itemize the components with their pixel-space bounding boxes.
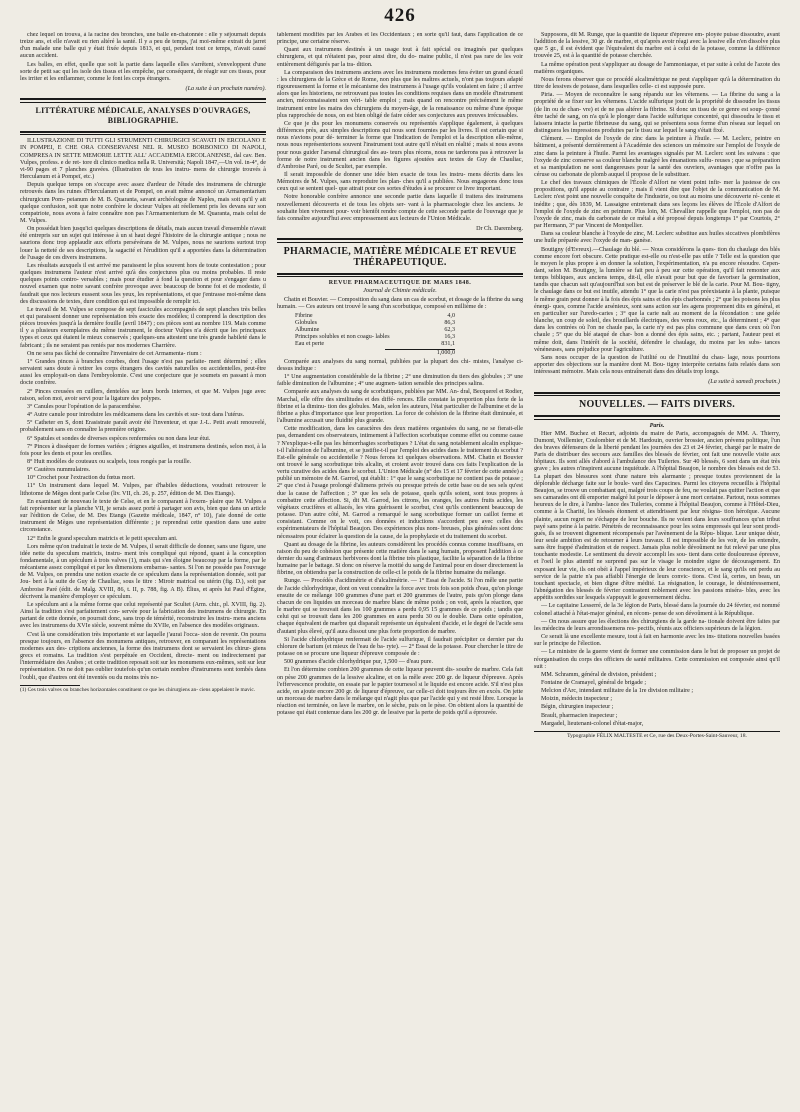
section-rule bbox=[534, 392, 780, 397]
composition-label: Fibrine bbox=[295, 312, 313, 319]
paragraph: chez lequel on trouva, à la racine des bronches, une balle en-chatonnée : elle y séjournait depuis treize ans, et elle n'avait eu rien altéré la santé. Il y a peu de temps, j'ai moi-même extrait du jarret d'un malade une balle qui y était fixée depuis 1813, et qui, pendant tout ce temps, n'avait causé aucun accident. bbox=[20, 32, 266, 60]
footnote-rule bbox=[20, 685, 80, 686]
paragraph: Sans nous occuper de la question de l'utilité ou de l'inutilité du chau- lage, nous pourrions apporter des objections sur la manière dont M. Bou- tigny interprète certains faits relatés dans son intéressant mémoire. Mais cela nous entraînerait dans des détails trop longs. bbox=[534, 354, 780, 376]
paragraph: La comparaison des instrumens anciens avec les instrumens modernes fera éviter un grand écueil : les chirurgiens de la Grèce et de Rome, non plus que les maîtres actuels, n'ont pas toujours adapté rigoureusement la forme et le mécanisme des instrumens à l'usage qu'ils voulaient en faire ; il arrive alors que les historiens, ne retrouvant pas toutes les conditions requises dans un modèle d'instrument ancien, méconnaissaient son véri- table emploi ; mais quand on rencontre précisément le même instrument entre les mains des chirurgiens du moyen-âge, de la renaissance ou même d'une époque plus rapprochée de nous, on est bien obligé de faire céder ses conjectures aux preuves irrécusables. bbox=[277, 69, 523, 119]
commission-member: MM. Schramm, général de division, président ; bbox=[541, 671, 657, 678]
place-heading: Paris. bbox=[649, 422, 665, 429]
commission-member: Melcion d'Arc, intendant militaire de la 1re division militaire ; bbox=[541, 688, 694, 695]
column-1 bbox=[20, 32, 266, 1094]
section-rule bbox=[277, 273, 523, 278]
composition-label: Globules bbox=[295, 320, 318, 326]
page-number: 426 bbox=[384, 5, 416, 26]
paragraph: Boutigny (d'Evreux).—Chaulage du blé. — Nous considérons la ques- tion du chaulage des blés comme encore fort obscure. Cette pratique est-elle ou n'est-elle pas utile ? Telle est la question que le moyen le plus propre à en donner la solution, l'expérimentation, n'a pu encore résoudre. Cepen- dant, selon M. Boutigny, la lumière se fait peu à peu sur cette opération, qu'il fait remonter aux temps bibliques, aux anciens temps, dit-il, elle n'avait pour but que de favoriser la germination, tandis que chacun sait qu'aujourd'hui son but est de préserver le blé de la carie. Pour M. Bou- tigny, le chaulage dans ce but est inutile, attendu 1° que la carie n'est pas préexistante à la plante, puisque le même grain peut donner à la fois des épis sains et des épis charbonnés ; 2° que les poisons les plus énergi- ques, comme l'acide arsénieux, sont sans action sur les agens proprement dits en général, et en particulier sur l'uredo-caries ; 3° que la carie naît au moment de la fécondation : une gelée blanche, un coup de soleil, des brouillards électriques, des vents roux, etc., la déterminent ; 4° que dans les contrées où l'on ne chaule pas, la carie n'y est pas plus commune que dans ceux où l'on chaule ; 5° que du blé ataqué de char- bon a donné des épis sains, etc. ; partant, l'auteur peut et même doit, dans l'intérêt de la société, défendre le chaulage, du moins par les subs- tances vénéneuses, sans préjudice pour l'agriculture. bbox=[534, 246, 780, 353]
list-item: 6° Spatules et sondes de diverses espèces renfermées ou non dans leur étui. bbox=[27, 435, 211, 442]
continued-note: (La suite à samedi prochain.) bbox=[708, 379, 780, 386]
paragraph: Comparée aux analyses du sang de scorbutiques, publiées par MM. An- dral, Becquerel et Rodier, Marchal, elle offre des similitudes et des diffé- rences. Elle constate la proportion plus forte de la fibrine et la diminu- tion des globules. Mais, selon les auteurs, l'état particulier de l'albumine et de la fibrine a plus d'importance que leur proportion. La force de cohésion de la fibrine était diminuée, et l'albumine accusait une fluidité plus grande. bbox=[277, 389, 523, 425]
paragraph: La même opération peut s'appliquer au dosage de l'ammoniaque, et par suite à celui de l'azote des matières organiques. bbox=[534, 61, 780, 75]
paragraph: Dans sa couleur blanche à l'oxyde de zinc, M. Leclerc substitue aux huiles siccatives plombifères une huile préparée avec l'oxyde de man- ganèse. bbox=[534, 231, 780, 245]
column-3 bbox=[534, 32, 780, 1094]
paragraph: Les balles, en effet, quelle que soit la partie dans laquelle elles s'arrêtent, s'enveloppent d'une sorte de petit sac qui les isole des tissus et les empêche, par conséquent, de réagir sur ces tissus, pour les irriter et les enflammer, comme le font les corps étrangers. bbox=[20, 61, 266, 82]
commission-member: Brault, pharmacien inspecteur ; bbox=[541, 712, 618, 719]
paragraph: Nous ferons observer que ce procédé alcalimétrique ne peut s'appliquer qu'à la détermination du titre de lessives de potasse, dans lesquelles celle- ci est supposée pure. bbox=[534, 76, 780, 91]
column-2 bbox=[277, 32, 523, 1094]
commission-member: Moizin, médecin inspecteur ; bbox=[541, 696, 613, 703]
paragraph: Ce que je dis pour les monumens conservés ou représentés s'applique également, à quelques différences près, aux simples descriptions qui nous sont fournies par les livres. Il est certain que si nous n'avions pour dé- terminer la forme que l'indication de l'emploi et la description elle-même, nous nous représenterions souvent l'instrument tout autre qu'il n'était en réalité ; mais si nous avons pour nous guider l'arsenal chirurgical des au- teurs plus récens, nous ne tarderons pas à retrouver la forme de notre instrument ancien dans les figures ajoutées aux textes de Guy de Chauliac, d'Ambroise Paré, ou de Scultet, par exemple. bbox=[277, 120, 523, 170]
paragraph: Et l'on détermine combien 200 grammes de cette liqueur peuvent dis- soudre de marbre. Cela fait on pèse 200 grammes de la lessive alcaline, et on la mêle avec 200 gr. de liqueur d'épreuve. Après l'effervescence produite, on essaie par le papier tournesol si le liquide est encore acide. S'il n'est plus acide, on ajoute encore 200 gr. de liqueur d'épreuve, car celle-ci doit toujours être en excès. On jette un morceau de marbre dans le mélange qui n'agit plus que par l'acide qui y est resté libre. Lorsque la réaction est terminée, on lave le marbre, on le sèche, puis on le pèse. On obtient alors la quantité de potasse qui était contenue dans les 200 gr. de lessive par la perte de poids qu'il a éprouvée. bbox=[277, 667, 523, 717]
paragraph: C'est là une considération très importante et sur laquelle j'aurai l'occa- sion de revenir. On pourra presque toujours, en l'absence des monumens antiques, retrouver, en comparant les représentations modernes aux des- criptions anciennes, la forme des instrumens dont se servaient les chirur- giens grecs et romains. La tradition s'est perpétuée en Occident, directe- ment ou indirectement par l'intermédiaire des Arabes ; et cette tradition reposait soit sur les monumens eux-mêmes, soit sur leur représentation. On ne doit pas oublier toutefois qu'un certain nombre d'instrumens sont tombés dans l'oubli, que d'autres ont été inventés ou du moins très no- bbox=[20, 631, 266, 681]
composition-label: Principes solubles et non coagu- lables bbox=[295, 334, 390, 341]
paragraph: — Le capitaine Lesserré, de la 3e légion de Paris, blessé dans la journée du 24 février, est nommé colonel attaché à l'état-major général, en récom- pense de son dévoûment à la République. bbox=[534, 603, 780, 617]
footnote: (1) Ces trois valves ou branches horizontales constituent ce que les chirurgiens an- ciens appelaient le mavic. bbox=[20, 686, 256, 693]
continued-note: (La suite à un prochain numéro). bbox=[185, 86, 266, 93]
list-item: 11° Un instrument dans lequel M. Vulpes, par d'habiles déductions, voudrait retrouver le lithotome de Mèges dont parle Celse (liv. VII, ch. 26, p. 257, édition de M. Des Etangs). bbox=[20, 483, 266, 497]
paragraph: Les résultats auxquels il est arrivé me paraissent le plus souvent hors de toute contestation ; pour quelques instrumens l'auteur n'est arrivé qu'à des conjectures plus ou moins probables. Il reste quelques points contro- versables ; mais pour étudier à fond la question et pour s'engager dans u nouvel examen que notre savant confrère provoque avec beaucoup de bonne foi et de modestie, il faudrait que nos lecteurs eussent sous les yeux, les représentations, et que j'entrasse moi-même dans des discussions de textes, dure condition qui est impossible de remplir ici. bbox=[20, 262, 266, 305]
paragraph: Piria. — Moyen de reconnaître le sang répandu sur les vêtemens. — La fibrine du sang a la propriété de se fixer sur les vêtemens. L'acide sulfurique jouit de la propriété de dissoudre les tissus (de lin ou de chan- vre) et de ne pas altérer la fibrine. Si donc un tissu de ce genre est soup- çonné être taché de sang, on n'a qu'à le plonger dans l'acide sulfurique concentré, qui dissoudra le tissu et laissera intacte la partie fibrineuse du sang, qui se présentera sous forme d'un réseau sur lequel on distinguera les impressions produites par le tissu sur lequel le sang s'était fixé. bbox=[534, 92, 780, 135]
paragraph: Cette modification, dans les caractères des deux matières organisées du sang, ne se fierait-elle pas, demandent ces observateurs, intimement à l'affection scorbutique comme effet ou comme cause ? N'explique-t-elle pas les hémorrhagies scorbutiques ? L'état du sang notablement alcalin explique-t-il l'altération de l'albumine, et se justifie-t-il par l'emploi des acides dans le traitement du scorbut ? Est-elle générale ou accidentelle ? Nous ferons ici quelques observations. MM. Chatin et Bouvier ont trouvé le sang scorbutique très alcalin, et croient avoir trouvé dans ces faits l'explication de la vertu curative des acides dans le scorbut. L'Union Médicale (n° des 15 et 17 février de cette année) a publié un mémoire de M. Garrod, qui établit : 1° que le sang scorbutique ne contient pas de potasse ; 2° que c'est à l'usage prolongé d'alimens privés ou presque privés de cette base ou de ses sels qu'est due la cause de l'affection ; 3° que les sels de potasse, quels qu'ils soient, sont tous propres à combattre cette affection. Si, dit M. Garrod, les citrons, les oranges, les autres fruits acides, les végétaux crucifères et alliacés, les vins guérissent le scorbut, c'est qu'ils contiennent beaucoup de potasse. D'un autre côté, M. Garrod a remarqué le sang scorbutique former un caillot ferme et consistant. Comme on le voit, ces données et inductions s'accordent peu avec celles des expérimentateurs de l'hôpital Beaujon. Des expériences plus nom- breuses, plus générales sont donc nécessaires pour éclairer la question de la cause, de la prophylaxie et du traitement du scorbut. bbox=[277, 426, 523, 540]
list-item: 4° Autre canule pour introduire les médicamens dans les cavités et sur- tout dans l'utérus. bbox=[27, 412, 245, 419]
list-item: 10° Crochet pour l'extraction du fœtus mort. bbox=[27, 475, 135, 482]
composition-value: 16,3 bbox=[444, 334, 455, 341]
list-item: 5° Catheter en S, dont Erasistrate paraît avoir été l'inventeur, et que J.-L. Petit avait renouvelé, probablement sans en connaître la première origine. bbox=[20, 420, 266, 434]
paragraph: — Le ministre de la guerre vient de former une commission dans le but de proposer un projet de réorganisation du corps des officiers de santé militaires. Cette commission est composée ainsi qu'il suit : bbox=[534, 649, 780, 670]
printer-imprint: Typographie FÉLIX MALTESTE et Ce, rue des Deux-Portes-Saint-Sauveur, 18. bbox=[534, 731, 780, 740]
paragraph: Le spéculum ani a la même forme que celui représenté par Scultet (Arm. chir., pl. XVIII, fig. 2). Ainsi la tradition s'est parfaitement con- servée pour la fabrication des instrumens de chirurgie. En partant de cette donnée, on pourrait donc, sans trop de témérité, reconstruire les instru- mens anciens avec les instrumens du XVIe siècle, souvent même du XVIIe, en l'absence des modèles originaux. bbox=[20, 601, 266, 630]
paragraph: Ce serait là une excellente mesure, tout à fait en harmonie avec les ins- titutions nouvelles basées sur le principe de l'élection. bbox=[534, 634, 780, 648]
paragraph: Quant aux instrumens destinés à un usage tout à fait spécial ou imaginés par quelques chirurgiens, et qui n'étaient pas, pour ainsi dire, du do- maine public, il n'est pas rare de les voir entièrement défigurés par la tra- dition. bbox=[277, 47, 523, 68]
paragraph: tablement modifiés par les Arabes et les Occidentaux ; en sorte qu'il faut, dans l'application de ce principe, une certaine réserve. bbox=[277, 32, 523, 46]
paragraph: On ne sera pas fâché de connaître l'inventaire de cet Armamenta- rium : bbox=[27, 350, 202, 357]
list-item: 8° Huit modèles de couteaux ou scalpels, tous rongés par la rouille. bbox=[27, 458, 192, 465]
composition-total bbox=[385, 349, 455, 357]
list-item: 1° Grandes pinces à branches courbes, dont l'usage n'est pas parfaite- ment déterminé ; elles servaient sans doute à retirer les corps étrangers des cavités naturelles ou accidentelles, peut-être aussi les employait-on dans l'embryolomie. C'est une conjecture que je soumets en passant à mon docte confrère. bbox=[20, 358, 266, 387]
paragraph: Notre honorable confrère annonce une seconde partie dans laquelle il traitera des instrumens nouvellement découverts et de tous les objets ser- vant à la pharmacologie chez les anciens. Je souhaite bien vivement pour- voir bientôt rendre compte de cette seconde partie de l'ouvrage que je fais connaître aujourd'hui avec empressement aux lecteurs de l'Union Médicale. bbox=[277, 194, 523, 222]
paragraph: Hier MM. Buchez et Recurt, adjoints du maire de Paris, accompagnés de MM. A. Thierry, Dumont, Voillemier, Coulombier et de M. Hardouin, ouvrier brossier, ancien prévenu politique, l'un des braves défenseurs de la liberté pendant les journées des 23 et 24 février, chargé par le maire de Paris de distribuer des secours aux familles des blessés de février, ont fait une nouvelle visite aux hôpitaux. Ils sont allés d'abord à l'ambulance des Tuileries. Sur 40 blessés, 6 sont dans un état très grave ; les autres n'inspirent aucune inquiétude. A l'hôpital Beaujon, le nombre des blessés est de 53. La plupart des blessures sont d'une nature très alarmante ; presque toutes proviennent de la déplorable décharge faite sur le boule- vard des Capucines. Parmi les citoyens recueillis à l'hôpital Beaujon, se trouve un combattant qui, malgré trois coups de feu, ne voulait pas quitter l'action et que ses camarades ont dû emporter malgré lui pour le déposer à une mort certaine. Partout, nous sommes heureux de le dire, à l'ambu- lance des Tuileries, comme à l'hôpital Beaujon, comme à l'Hôtel-Dieu, comme à la Charité, les blessés étonnent et attendrissent par leur résigna- tion héroïque. Aucune plainte, aucun regret ne s'échappe de leur bouche. Ils ne voient dans leurs souffrances qu'un tribut payé sans peine à la patrie. Pénétrés de reconnaissance pour les soins empressés qui leur sont prodi- gués, ils se trouvent dignement récompensés par l'avènement de la Répu- blique. Leur unique désir, leur seule ambition est de retourner à leurs travaux. Il est impossible de les voir, de les entendre, sans être frappé d'admiration et de respect. Jamais plus noble dévoûment ne fut relevé par une plus touchante modestie. Le sentiment du devoir accompli les sou- tient dans cette douloureuse épreuve, et l'oeil le plus attentif ne surprend pas sur le visage le moindre signe de découragement. En exposant leur vie, ils ont obéi à l'appel impérieux de leur conscience, et le sang qu'ils ont perdu au service de la patrie n'a pas affaibli l'énergie de leurs convic- tions. C'est là, certes, un beau, un touchant spectacle, et bien digne d'être médité. La résignation, le courage, le désintéressement, l'abnégation des blessés de février contrastent noblement avec les passions miséra- bles, avec les appétits sordides sur lesquels s'appuyait le gouvernement déchu. bbox=[534, 430, 780, 602]
reagent-formula: 500 grammes d'acide chlorhydrique pur, 1,500 — d'eau pure. bbox=[284, 659, 434, 666]
list-item: 3° Canules pour l'opération de la paracenthèse. bbox=[27, 403, 142, 410]
paragraph: Il serait impossible de donner une idée bien exacte de tous les instru- mens décrits dans les Mémoires de M. Vulpes, sans reproduire les plan- ches qu'il a publiées. Nous engageons donc tous ceux qui se sentent quel- que attrait pour ces sortes d'études à se procurer ce livre important. bbox=[277, 171, 523, 193]
section-rule bbox=[534, 415, 780, 420]
list-item: 2° Pinces creusées en cuillers, dentelées sur leurs bords internes, et que M. Vulpes juge avec raison, selon moi, avoir servi pour la ligature des polypes. bbox=[20, 388, 266, 402]
paragraph: Si l'acide chlorhydrique renfermait de l'acide sulfurique, il faudrait précipiter ce dernier par du chlorure de barium (et mieux de l'eau de ba- ryte). — 2° Essai de la potasse. Pour chercher le titre de potasse on se procure une liqueur d'épreuve composée de : bbox=[277, 636, 523, 658]
paragraph: En examinant de nouveau le texte de Celse, et en le comparant à l'exem- plaire que M. Vulpes a fait représenter sur la planche VII, je serais assez porté à partager son avis, bien que dans un article sur l'édition de Celse, de M. Des Etangs (Gazette médicale, 1847, n° 10), j'aie donné de cette instrument de Mèges une représentation différente ; je reprendrai cette question dans une autre circonstance. bbox=[20, 498, 266, 534]
book-header: ILLUSTRAZIONE DI TUTTI GLI STRUMENTI CHIRURGICI SCAVATI IN ERCOLANO E IN POMPEI, E CHE ORA CONSERVANSI NEL R. MUSEO BORBONICO DI NAPOLI, COMPRESA IN SETTE MEMORIE LETTE ALL' ACCADEMIA ERCOLANENSE, dal cav. Ben. Vulpes, profess. e de ret- tore di clinico medica nella R. Università; Napoli 1847,—Un vol. in-4°, de vi-90 pages et 7 planches gravées. (Illustration de tous les instru- mens de chirurgie trouvés à Herculanum et à Pompeï, etc.) bbox=[20, 138, 266, 181]
composition-total-value: 1,000,0 bbox=[436, 349, 455, 356]
commission-member: Fontaine de Cramayel, général de brigade ; bbox=[541, 679, 647, 686]
subheading-journal: Journal de Chimie médicale. bbox=[363, 287, 437, 295]
composition-label: Albumine bbox=[295, 327, 320, 334]
paragraph: Lors même qu'on traduirait le texte de M. Vulpes, il serait difficile de donner, sans une figure, une idée nette du speculum matricis, instru- ment très compliqué qui répond, quant à la conception fondamentale, à un spéculum à trois valves (1), mais qui s'en éloigne beaucoup par la forme, par le mécanisme assez compliqué et par les dimensions embarras- santes. Si l'on ne possède pas l'ouvrage de M. Vulpes, on prendra une notion exacte de ce spéculum dans la représentation donnée, soit par Jou- bert à la suite de Guy de Chauliac, sous le titre : Miroir matrical ou utérin (fig. D.), soit par Ambroise Paré (édit. de Malg. XVIII, 86, t. II, p. 788, fig. A B). Élius, et après lui Paul d'Égine, décrivent la manière d'employer ce spéculum. bbox=[20, 543, 266, 600]
section-rule bbox=[277, 238, 523, 243]
subheading: REVUE PHARMACEUTIQUE DE MARS 1848. bbox=[328, 280, 472, 287]
list-item: 7° Pinces à disséquer de formes variées ; érignes aiguilles, et instrumens destinés, selon moi, à la fois pour les dents et pour les oreilles. bbox=[20, 443, 266, 457]
paragraph: Supposons, dit M. Runge, que la quantité de liqueur d'épreuve em- ployée puisse dissoudre, avant l'addition de la lessive, 30 gr. de marbre, et qu'après avoir réagi avec la lessive elle n'en dissolve plus que 5 gr., il est évident que l'équivalent du marbre est à celui de la potasse, comme la différence trouvée 25, est à la quantité de potasse cherchée. bbox=[534, 32, 780, 60]
paragraph: Clément. — Emploi de l'oxyde de zinc dans la peinture à l'huile. — M. Leclerc, peintre en bâtiment, a présenté dernièrement à l'Académie des sciences un mémoire sur l'emploi de l'oxyde de zinc dans la peinture à l'huile. Parmi les avantages signalés par M. Leclerc sont les suivans : que l'oxyde de zinc conserve sa couleur blanche malgré les émanations sulfu- reuses ; que sa préparation et sa manipulation ne sont dangereuses pour la santé des ouvriers, avantages que n'offre pas la céruse ou carbonate de plomb auquel il propose de le substituer. bbox=[534, 136, 780, 178]
composition-label: Eau et perte bbox=[295, 341, 325, 348]
section-title-nouvelles: NOUVELLES. — FAITS DIVERS. bbox=[579, 399, 735, 410]
section-rule bbox=[20, 98, 266, 103]
paragraph: Chatin et Bouvier. — Composition du sang dans un cas de scorbut, et dosage de la fibrine du sang humain. — Ces auteurs ont trouvé le sang d'un scorbutique, composé en millième de : bbox=[277, 296, 523, 310]
composition-row bbox=[295, 341, 455, 348]
paragraph: Quant au dosage de la fibrine, les auteurs considèrent les procédés connus comme insuffisans, en raison du peu de cohésion que présente cette matière dans le sang humain, proposent l'addition à ce dernier du sang d'animaux herbivores dont la fibrine très plastique, facilite la séparation de la fibrine humaine par le battage. Si donc on réserve la moitié du sang de l'animal pour en doser directement la fibrine, on obtiendra par la construction de celle-ci le poids de la fibrine humaine du mélange. bbox=[277, 541, 523, 577]
composition-row bbox=[295, 327, 455, 334]
composition-value: 86,3 bbox=[444, 320, 455, 326]
composition-table bbox=[295, 313, 455, 357]
composition-value: 62,3 bbox=[444, 327, 455, 334]
paragraph: Le chef des travaux chimiques de l'École d'Alfort ne vient point infir- mer la justesse de ces propositions, qu'il appuie au contraire ; mais il vient dire que l'objet de la communication de M. Leclerc n'est point une nouvelle conquête de l'industrie, ou tout au moins une découverte ré- cente et inédite ; que, dès 1839, M. Lassaigne entretenait dans ses leçons les élèves de l'École d'Alfort de l'emploi de l'oxyde de zinc en peinture. Plus loin, M. Chevallier rappelle que l'emploi, non pas de l'oxyde de zinc, mais du carbonate de ce métal a été proposé depuis longtemps 1° par Courtois, 2° par Hermann, 3° par Vincent de Montpellier. bbox=[534, 180, 780, 230]
paragraph: On possédait bien jusqu'ici quelques descriptions de détails, mais aucun travail d'ensemble n'avait été entrepris sur un sujet qui intéresse à un si haut degré l'histoire de la chirurgie antique ; nous ne saurions donc trop applaudir aux efforts persévérans de M. Vulpes, nous ne saurions surtout trop louer la netteté de ses descriptions, la sagacité et l'érudition qu'il a apportées dans la détermination de l'usage de ces divers instrumens. bbox=[20, 226, 266, 261]
section-title-litterature: LITTÉRATURE MÉDICALE, ANALYSES D'OUVRAGES, BIBLIOGRAPHIE. bbox=[35, 105, 251, 125]
paragraph: Le travail de M. Vulpes se compose de sept fascicules accompagnés de sept planches très belles et qui paraissent donner une représentation très exacte des modèles; il comprend la description des pièces trouvées jusqu'à la dernière fouille (avril 1847) ; ces pièces sont au nombre 119. Mais comme il y a plusieurs exemplaires du même instrument, le docteur Vulpes n'a décrit que les principaux types et ceux qui étaient le mieux conservés ; quelques-uns attestent une très grande habileté dans le fabricant ; ils ne seraient pas reniés par nos modernes Charrière. bbox=[20, 306, 266, 349]
section-title-pharmacie: PHARMACIE, MATIÈRE MÉDICALE ET REVUE THÉRAPEUTIQUE. bbox=[283, 245, 517, 268]
author-signature: Dr Ch. Daremberg. bbox=[476, 226, 523, 233]
paragraph: 1° Une augmentation considérable de la fibrine ; 2° une diminution du tiers des globules ; 3° une faible diminution de l'albumine ; 4° une augmen- tation sensible des principes salins. bbox=[277, 374, 523, 388]
composition-row bbox=[295, 334, 455, 341]
composition-row bbox=[295, 320, 455, 327]
composition-value: 831,1 bbox=[441, 341, 455, 348]
section-rule bbox=[20, 131, 266, 136]
commission-member: Margadel, lieutenant-colonel d'état-major, bbox=[541, 720, 644, 727]
paragraph: — On nous assure que les élections des chirurgiens de la garde na- tionale doivent être faites par les médecins de leurs arrondissemens res- pectifs, réunis aux officiers supérieurs de la légion. bbox=[534, 618, 780, 632]
composition-value: 4,0 bbox=[447, 312, 455, 319]
paragraph: Runge. — Procédés d'acidimétrie et d'alcalimétrie. — 1° Essai de l'acide. Si l'on mêle une partie de l'acide chlorhydrique, dont on veut connaître la force avec trois fois son poids d'eau, qu'on plonge ensuite de ce mélange 100 grammes d'une part et 200 grammes de l'autre, puis qu'on plonge dans chacun de ces liquides un morceau de marbre blanc de même poids ; on voit, après la réaction, que le marbre qui se trouvait dans les 100 grammes a perdu 0,95 15 grammes de ce poids ; tandis que celui qui se trouvait dans les 200 grammes en aura perdu 30 ou le double. Dans cette opération, chaque équivalent de marbre qui disparaît représente un équivalent d'acide, et le degré de l'acide sera d'autant plus élevé, qu'il aura dissout une plus forte proportion de marbre. bbox=[277, 578, 523, 635]
paragraph: Depuis quelque temps on s'occupe avec assez d'ardeur de l'étude des instrumens de chirurgie retrouvés dans les ruines d'Herculanum et de Pompeï, on avait même annoncé un Armamentarium chirurgicum Pom- peianum de M. B. Quaranta, savant archéologue de Naples, mais soit qu'il y ait quelque confusion, soit que notre confrère le docteur Vulpes ait réellement pris les devans sur son compatriote, nous avons à faire connaître non pas l'Armamenterium de M. Quaranta, mais celui de M. Vulpes. bbox=[20, 182, 266, 224]
commission-member: Bégin, chirurgien inspecteur ; bbox=[541, 704, 614, 711]
paragraph: Comparée aux analyses du sang normal, publiées par la plupart des chi- mistes, l'analyse ci-dessus indique : bbox=[277, 358, 523, 372]
list-item: 9° Cautères nummulaires. bbox=[27, 467, 91, 474]
paragraph: 12° Enfin le grand speculum matricis et le petit speculum ani. bbox=[27, 535, 178, 542]
composition-row bbox=[295, 313, 455, 320]
